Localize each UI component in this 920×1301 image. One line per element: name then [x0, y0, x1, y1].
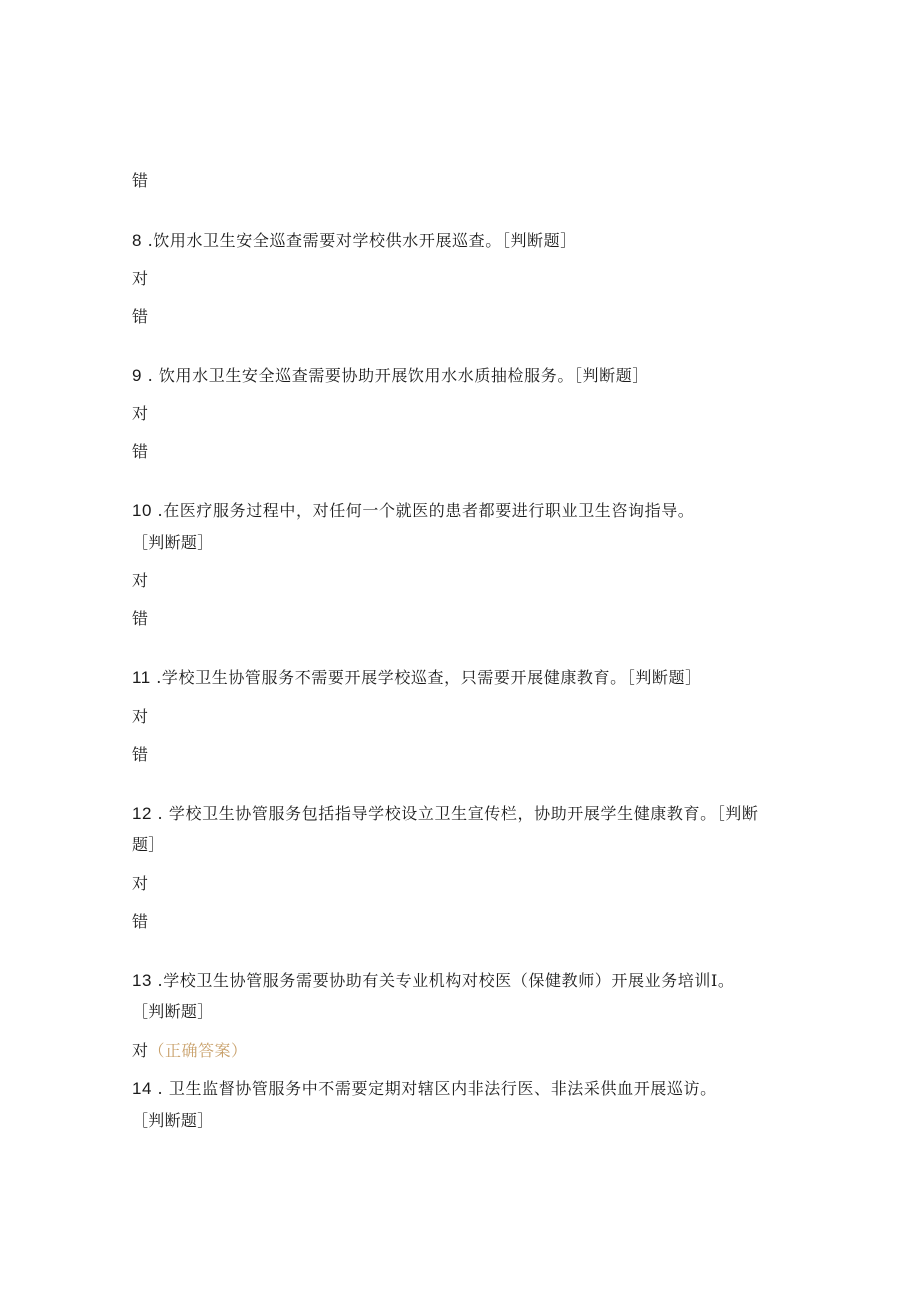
question-8: [132, 230, 577, 252]
option-correct[interactable]: 对: [132, 269, 149, 288]
question-text: .饮用水卫生安全巡查需要对学校供水开展巡查。［判断题］: [147, 231, 577, 250]
question-number: 8: [132, 231, 142, 250]
question-10: [132, 500, 694, 522]
correct-answer-note: （正确答案）: [148, 1041, 248, 1060]
question-9: [132, 365, 649, 387]
question-text: .学校卫生协管服务需要协助有关专业机构对校医（保健教师）开展业务培训I。: [157, 971, 735, 990]
option-wrong: 错: [132, 171, 149, 190]
question-number: 9: [132, 366, 142, 385]
question-13: [132, 970, 735, 992]
question-text: .在医疗服务过程中，对任何一个就医的患者都要进行职业卫生咨询指导。: [157, 501, 695, 520]
option-wrong[interactable]: 错: [132, 442, 149, 461]
option-wrong[interactable]: 错: [132, 609, 149, 628]
option-correct[interactable]: 对: [132, 571, 149, 590]
question-number: 12: [132, 804, 152, 823]
question-type-tag: 题］: [132, 835, 165, 854]
option-correct-answer[interactable]: [132, 1040, 248, 1062]
question-number: 13: [132, 971, 152, 990]
option-wrong[interactable]: 错: [132, 912, 149, 931]
question-number: 10: [132, 501, 152, 520]
option-correct[interactable]: 对: [132, 707, 149, 726]
option-label: 对: [132, 1041, 149, 1060]
question-text: .学校卫生协管服务不需要开展学校巡查，只需要开展健康教育。［判断题］: [156, 668, 702, 687]
question-text: . 卫生监督协管服务中不需要定期对辖区内非法行医、非法采供血开展巡访。: [157, 1079, 717, 1098]
question-type-tag: ［判断题］: [132, 533, 214, 552]
question-12: [132, 803, 759, 825]
question-type-tag: ［判断题］: [132, 1002, 214, 1021]
question-type-tag: ［判断题］: [132, 1111, 214, 1130]
option-correct[interactable]: 对: [132, 404, 149, 423]
question-number: 11: [132, 668, 151, 687]
option-wrong[interactable]: 错: [132, 307, 149, 326]
option-wrong[interactable]: 错: [132, 745, 149, 764]
option-correct[interactable]: 对: [132, 874, 149, 893]
question-11: [132, 667, 702, 689]
question-14: [132, 1078, 717, 1100]
question-text: . 学校卫生协管服务包括指导学校设立卫生宣传栏，协助开展学生健康教育。［判断: [157, 804, 759, 823]
question-number: 14: [132, 1079, 152, 1098]
question-text: . 饮用水卫生安全巡查需要协助开展饮用水水质抽检服务。［判断题］: [147, 366, 649, 385]
